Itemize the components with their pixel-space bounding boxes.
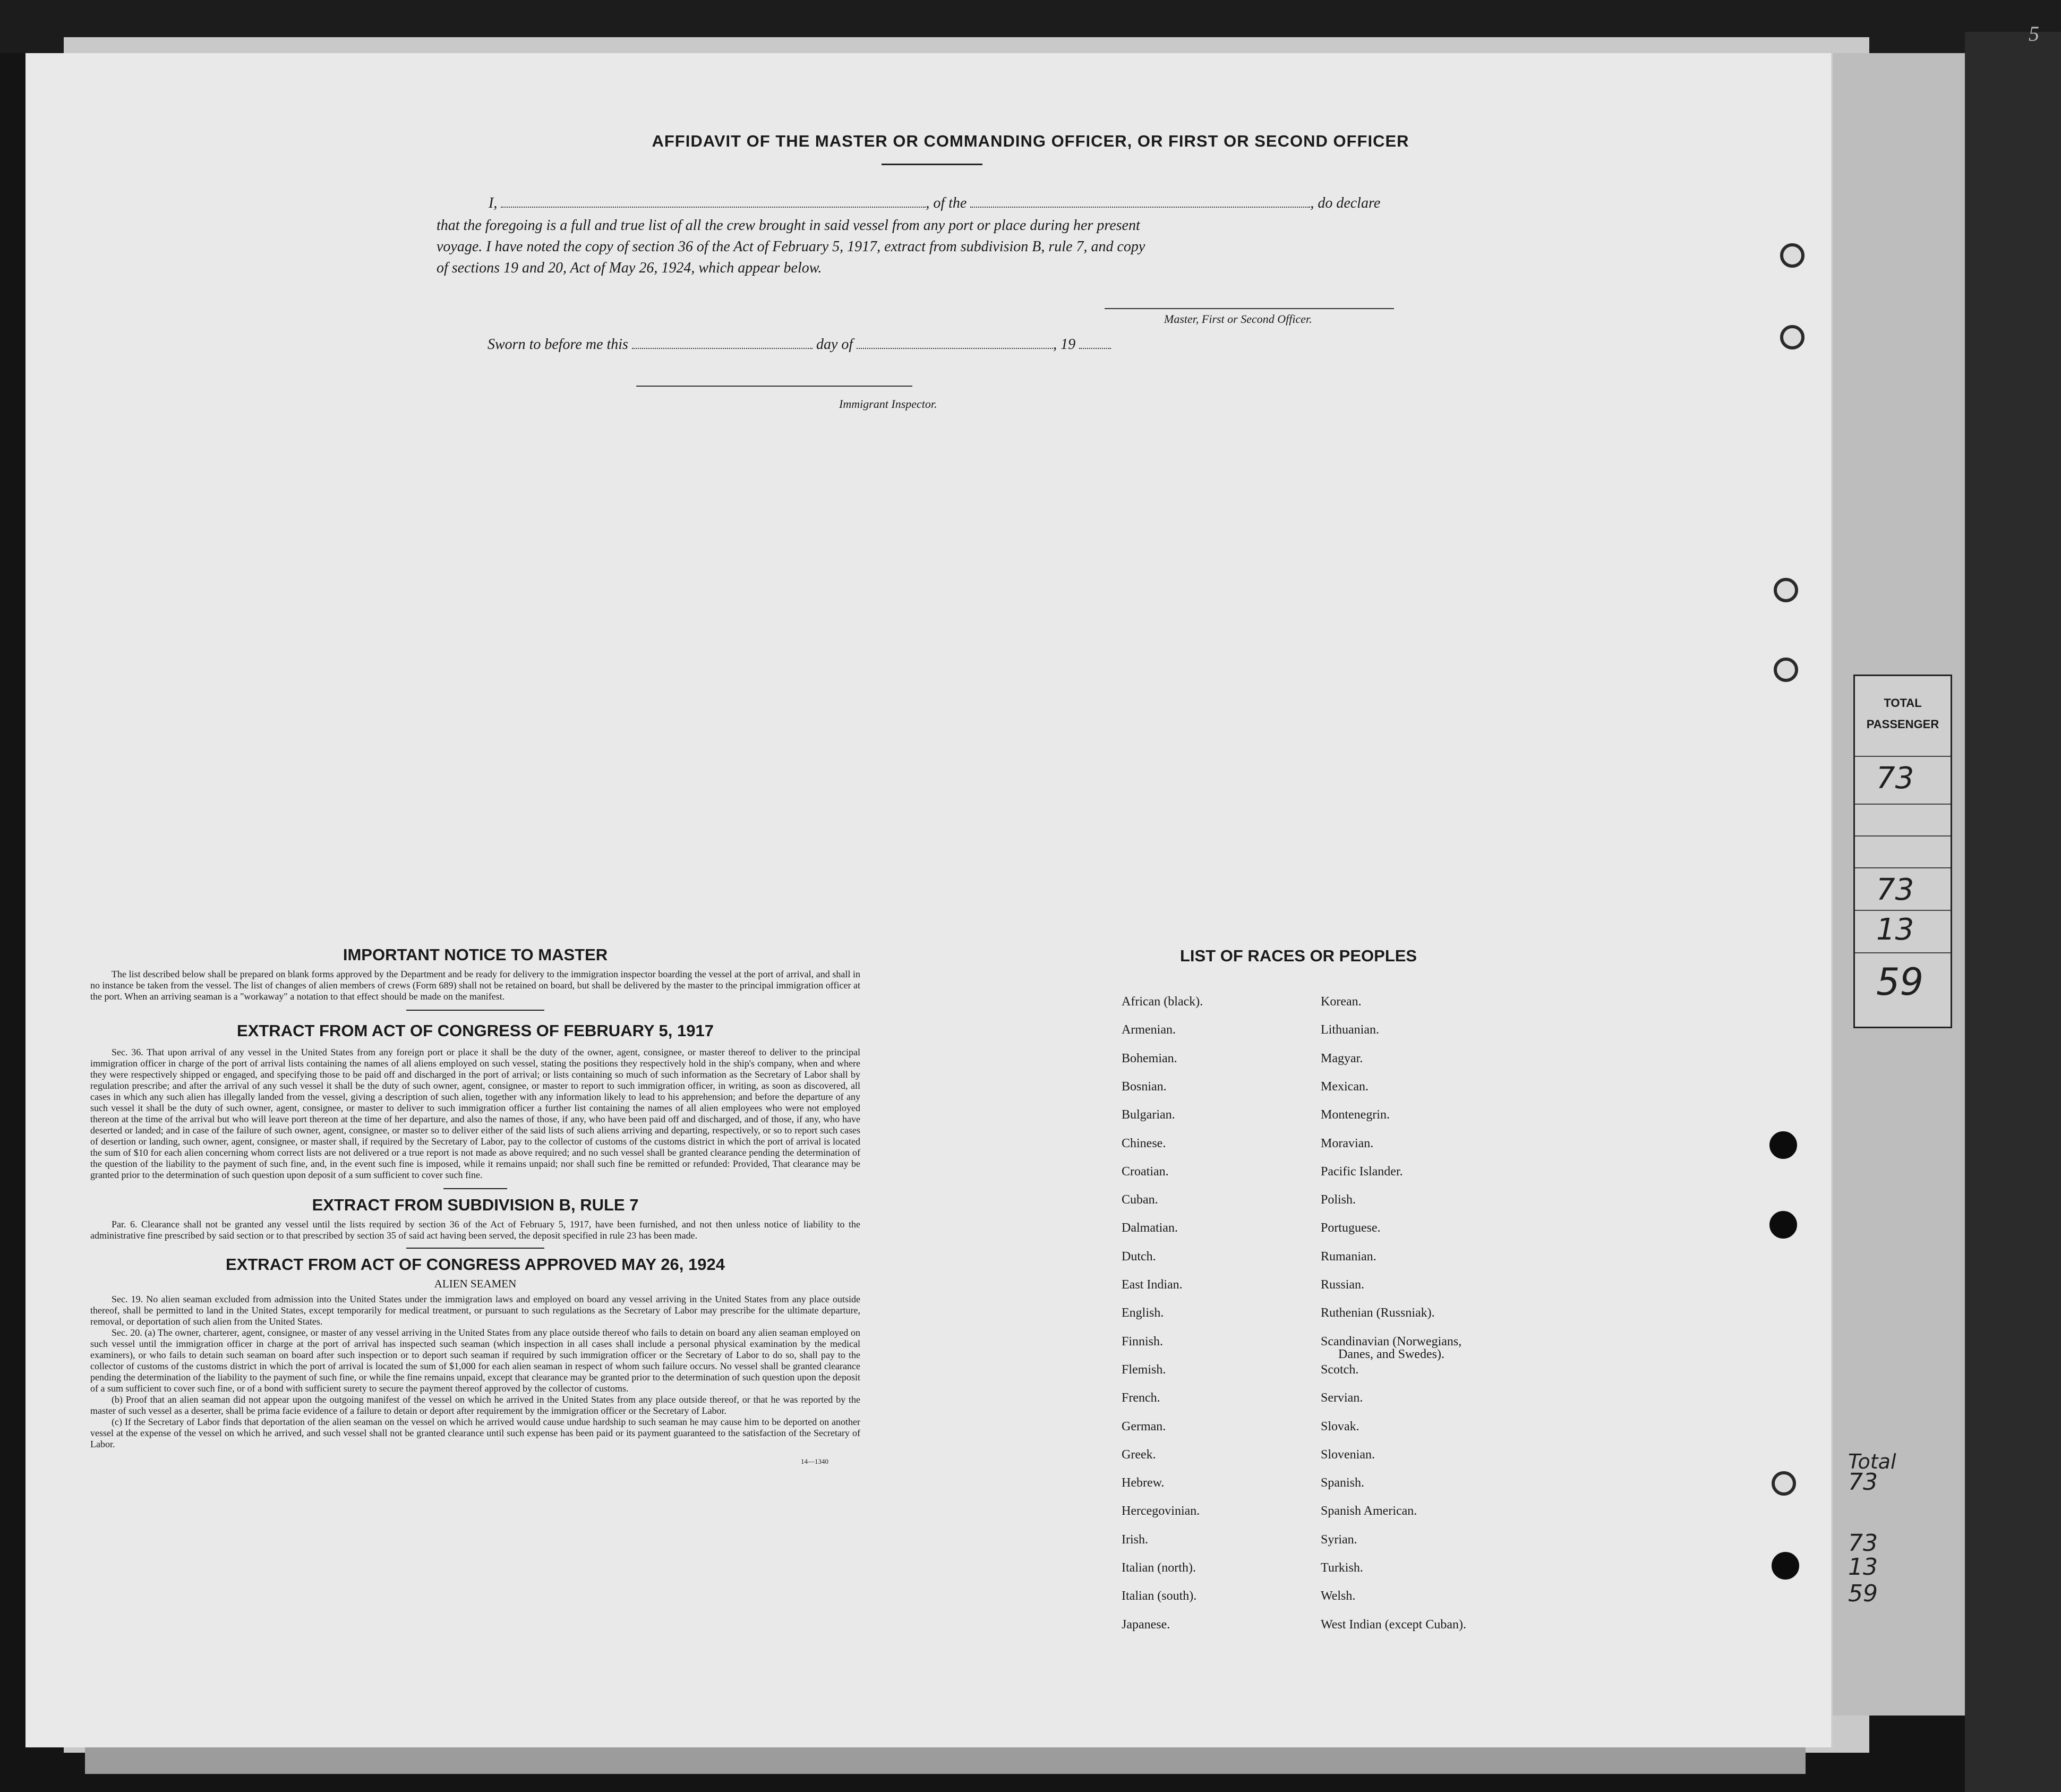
binder-hole — [1774, 578, 1798, 602]
race-item: Irish. — [1122, 1532, 1148, 1547]
form-number: 14—1340 — [801, 1457, 828, 1465]
section-19-text: Sec. 19. No alien seaman excluded from admission into the United States under the immigration laws and employed on board any vessel arriving in the United States from any place outside thereof, shall be permitted to land in the United States, except temporarily for medical treatment, or pursuant to such regulations as the Secretary of Labor may prescribe for the ultimate departure, removal, or deportation of such alien from the United States. — [90, 1294, 860, 1327]
race-item: Portuguese. — [1321, 1221, 1381, 1235]
race-item: German. — [1122, 1419, 1166, 1433]
race-item: Bohemian. — [1122, 1051, 1177, 1065]
tally-value-3: 13 — [1876, 912, 1914, 947]
inspector-signature-caption: Immigrant Inspector. — [839, 397, 937, 411]
tally-header-total: TOTAL — [1884, 696, 1922, 710]
race-item: East Indian. — [1122, 1278, 1183, 1292]
race-item: Spanish. — [1321, 1476, 1365, 1490]
race-item: Scotch. — [1321, 1362, 1359, 1377]
race-item: Hebrew. — [1122, 1476, 1165, 1490]
extract-1917-body: Sec. 36. That upon arrival of any vessel in the United States from any foreign port or place it shall be the duty of the owner, agent, consignee, or master thereof to deliver to the principal immigration officer in charge of the port of arrival lists containing the names of all aliens employed on such vessel, stating the positions they respectively hold in the ship's company, when and where they were respectively shipped or engaged, and specifying those to be paid off and discharged in the port of arrival; or lists containing so much of such information as the Secretary of Labor shall by regulation prescribe; and after the arrival of any such vessel it shall be the duty of such owner, agent, consignee, or master to report to such immigration officer, in writing, as soon as discovered, all cases in which any such alien has illegally landed from the vessel, giving a description of such alien, together with any information likely to lead to his apprehension; and before the departure of any such vessel it shall be the duty of such owner, agent, consignee, or master to deliver to such immigration officer a further list containing the names of all alien employees who were not employed thereon at the time of the arrival but who will leave port thereon at the time of her departure, and also the names of those, if any, who have been paid off and discharged, and of those, if any, who have deserted or landed; and in case of the failure of such owner, agent, consignee, or master so to deliver either of the said lists of such aliens arriving and departing, respectively, or so to report such cases of desertion or landing, such owner, agent, consignee, or master shall, if required by the Secretary of Labor, pay to the collector of customs of the customs district in which the port of arrival is located the sum of $10 for each alien concerning whom correct lists are not delivered or a true report is not made as above required; and no such vessel shall be granted clearance pending the determination of the question of the liability to the payment of such fine, and, in the event such fine is imposed, while it remains unpaid; nor shall such fine be remitted or refunded: Provided, That clearance may be granted prior to the determination of such question upon deposit of a sum sufficient to cover such fine. — [90, 1047, 860, 1180]
affidavit-title: AFFIDAVIT OF THE MASTER OR COMMANDING OFFICER, OR FIRST OR SECOND OFFICER — [652, 132, 1409, 150]
extract-1924-title: EXTRACT FROM ACT OF CONGRESS APPROVED MAY 26, 1924 — [226, 1255, 725, 1274]
race-item: Moravian. — [1321, 1136, 1374, 1150]
master-signature-line — [1105, 308, 1394, 309]
binder-hole — [1774, 658, 1798, 682]
race-item: Korean. — [1321, 995, 1362, 1009]
race-item: Turkish. — [1321, 1561, 1363, 1575]
declaration-line-2: that the foregoing is a full and true list of all the crew brought in said vessel from any port or place during her present — [437, 217, 1140, 234]
binder-hole — [1772, 1471, 1796, 1496]
lower-total-4: 59 — [1848, 1580, 1878, 1607]
race-item: Montenegrin. — [1321, 1108, 1390, 1122]
races-list-title: LIST OF RACES OR PEOPLES — [1180, 946, 1417, 965]
declaration-line-4: of sections 19 and 20, Act of May 26, 1924, which appear below. — [437, 260, 822, 276]
master-signature-caption: Master, First or Second Officer. — [1164, 312, 1312, 326]
race-item: Scandinavian (Norwegians, — [1321, 1334, 1462, 1349]
race-item: Chinese. — [1122, 1136, 1166, 1150]
tally-header-passenger: PASSENGER — [1866, 718, 1939, 731]
race-item: West Indian (except Cuban). — [1321, 1617, 1466, 1632]
race-item: English. — [1122, 1306, 1164, 1320]
race-item: French. — [1122, 1391, 1160, 1405]
notice-title: IMPORTANT NOTICE TO MASTER — [343, 945, 608, 964]
scan-background-right — [1965, 32, 2061, 1792]
binder-hole — [1769, 1211, 1797, 1239]
section-20b-text: (b) Proof that an alien seaman did not appear upon the outgoing manifest of the vessel on which he arrived in the United States from any place outside thereof, or that he was reported by the master of such vessel as a deserter, shall be prima facie evidence of a failure to detain or deport after requirement by the immigration officer or the Secretary of Labor. — [90, 1394, 860, 1416]
declaration-line-3: voyage. I have noted the copy of section 36 of the Act of February 5, 1917, extract from subdivision B, rule 7, and copy — [437, 238, 1145, 255]
passenger-tally-box — [1853, 675, 1952, 1028]
manifest-page — [25, 53, 1833, 1747]
race-item: Finnish. — [1122, 1334, 1164, 1349]
race-item: Rumanian. — [1321, 1249, 1376, 1264]
race-item: Italian (north). — [1122, 1561, 1196, 1575]
binder-hole — [1780, 243, 1805, 268]
alien-seamen-subtitle: ALIEN SEAMEN — [434, 1277, 517, 1290]
race-item: Cuban. — [1122, 1193, 1158, 1207]
race-item: Welsh. — [1321, 1589, 1356, 1603]
race-item: Flemish. — [1122, 1362, 1166, 1377]
race-item: Dalmatian. — [1122, 1221, 1178, 1235]
race-item: Armenian. — [1122, 1023, 1176, 1037]
race-item: Servian. — [1321, 1391, 1363, 1405]
race-item: Ruthenian (Russniak). — [1321, 1306, 1435, 1320]
race-item: Slovak. — [1321, 1419, 1359, 1433]
title-divider — [882, 164, 982, 165]
tally-value-1: 73 — [1876, 761, 1914, 796]
legal-notices-column — [90, 945, 860, 1466]
race-item: Dutch. — [1122, 1249, 1156, 1264]
race-item: Spanish American. — [1321, 1504, 1417, 1518]
lower-total-3: 13 — [1848, 1554, 1878, 1581]
binder-hole — [1772, 1552, 1799, 1580]
inspector-signature-line — [636, 386, 912, 387]
sworn-line: Sworn to before me this day of , 19 — [488, 334, 1111, 356]
race-item: Hercegovinian. — [1122, 1504, 1200, 1518]
lower-total-2: 73 — [1848, 1530, 1878, 1557]
section-20a-text: Sec. 20. (a) The owner, charterer, agent, consignee, or master of any vessel arriving in the United States from any place outside thereof who fails to detain on board any alien seaman employed on such vessel until the immigration officer in charge at the port of arrival has inspected such seaman (which inspection in all cases shall include a personal physical examination by the medical examiners), or who fails to detain such seaman on board after such inspection or to deport such seaman if required by such immigration officer or the Secretary of Labor to do so, shall pay to the collector of customs of the customs district in which the port of arrival is located the sum of $1,000 for each alien seaman in respect of whom such failure occurs. No vessel shall be granted clearance pending the determination of the liability to the payment of such fine, or while the fine remains unpaid, except that clearance may be granted prior to the determination of such question upon the deposit of a sum sufficient to cover such fine, or of a bond with sufficient surety to secure the payment thereof approved by the collector of customs. — [90, 1327, 860, 1394]
race-item: Lithuanian. — [1321, 1023, 1379, 1037]
extract-1917-title: EXTRACT FROM ACT OF CONGRESS OF FEBRUARY 5, 1917 — [237, 1021, 714, 1040]
lower-total-1: 73 — [1848, 1469, 1878, 1496]
race-item: African (black). — [1122, 995, 1203, 1009]
race-item: Polish. — [1321, 1193, 1356, 1207]
declaration-line-1: I, , of the , do declare — [489, 192, 1380, 215]
race-item: Greek. — [1122, 1447, 1156, 1462]
race-item: Pacific Islander. — [1321, 1164, 1403, 1179]
page-number: 5 — [2029, 22, 2039, 46]
section-20c-text: (c) If the Secretary of Labor finds that deportation of the alien seaman on the vessel on which he arrived would cause undue hardship to such seaman he may cause him to be deported on another vessel at the expense of the vessel on which he arrived, and such vessel shall not be granted clearance until such expense has been paid or its payment guaranteed to the satisfaction of the Secretary of Labor. — [90, 1416, 860, 1449]
binder-hole — [1769, 1131, 1797, 1159]
race-item: Italian (south). — [1122, 1589, 1197, 1603]
extract-rule7-title: EXTRACT FROM SUBDIVISION B, RULE 7 — [312, 1196, 639, 1214]
tally-value-2: 73 — [1876, 873, 1914, 907]
extract-rule7-body: Par. 6. Clearance shall not be granted any vessel until the lists required by section 36 of the Act of February 5, 1917, have been furnished, and not then unless notice of liability to the administrative fine prescribed by said section or to that prescribed by section 35 of said act having been served, the deposit specified in rule 23 has been made. — [90, 1219, 860, 1241]
binder-hole — [1780, 325, 1805, 349]
race-item: Mexican. — [1321, 1079, 1369, 1094]
race-item: Russian. — [1321, 1278, 1365, 1292]
race-item: Bosnian. — [1122, 1079, 1167, 1094]
race-item: Slovenian. — [1321, 1447, 1375, 1462]
race-item: Japanese. — [1122, 1617, 1170, 1632]
lower-total-label: Total — [1848, 1450, 1896, 1473]
race-item: Croatian. — [1122, 1164, 1169, 1179]
race-item: Bulgarian. — [1122, 1108, 1175, 1122]
race-item: Magyar. — [1321, 1051, 1363, 1065]
tally-value-4: 59 — [1876, 960, 1924, 1004]
notice-body: The list described below shall be prepared on blank forms approved by the Department and be ready for delivery to the immigration inspector boarding the vessel at the port of arrival, and shall in no instance be taken from the vessel. The list of changes of alien members of crews (Form 689) shall not be retained on board, but shall be delivered by the master to the principal immigration officer at the port. When an arriving seaman is a "workaway" a notation to that effect should be made on the manifest. — [90, 969, 860, 1002]
race-item: Syrian. — [1321, 1532, 1357, 1547]
race-item: Danes, and Swedes). — [1338, 1347, 1444, 1361]
races-list — [1122, 995, 1546, 1643]
